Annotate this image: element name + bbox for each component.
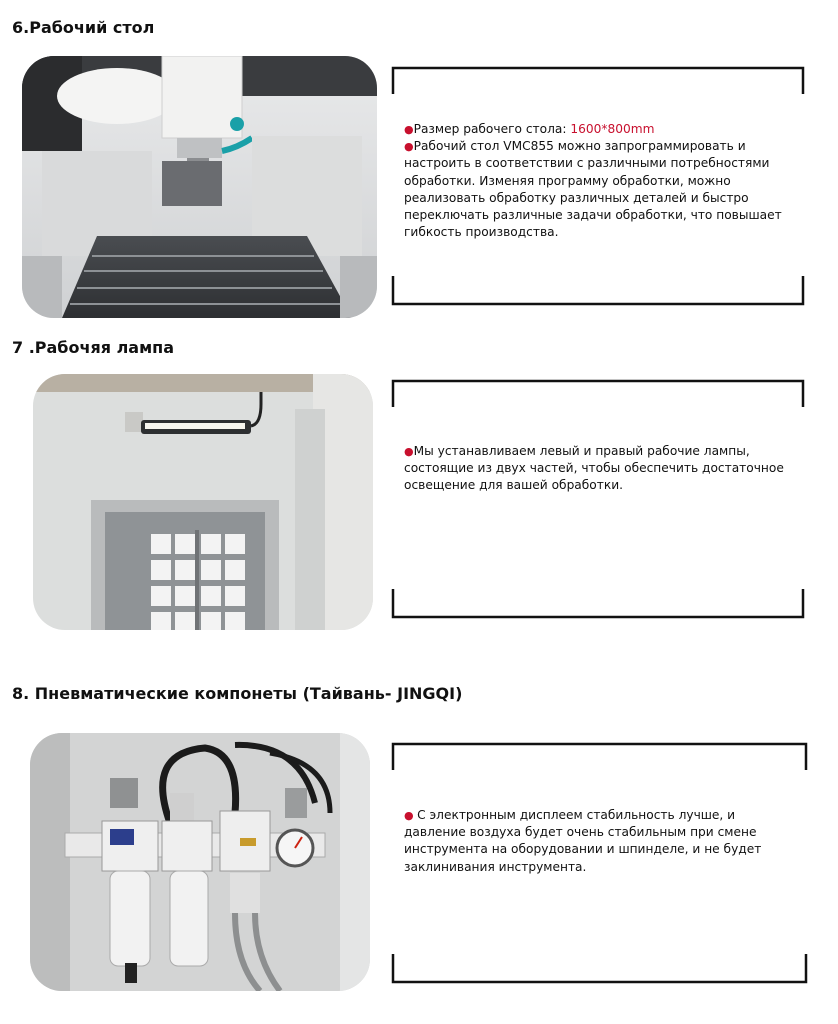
section-heading-worktable: 6.Рабочий стол: [12, 18, 155, 37]
pneumatic-info-frame: [390, 740, 808, 988]
work-lamp-photo: [33, 374, 373, 630]
pneumatic-description: [404, 807, 799, 876]
worktable-info-frame: [390, 64, 805, 310]
bullet-programmable: [404, 138, 799, 241]
bullet-table-size: [404, 121, 799, 138]
bullet-text: Мы устанавливаем левый и правый рабочие лампы, состоящие из двух частей, чтобы обеспечить достаточное освещение для вашей обработки.: [404, 444, 784, 493]
work-lamp-info-frame: [390, 377, 805, 623]
table-size-value: 1600*800mm: [570, 122, 655, 136]
bullet-lamps: [404, 443, 799, 495]
bullet-icon: ●: [404, 123, 414, 136]
frame-brackets: [390, 377, 805, 623]
bullet-icon: ●: [404, 140, 414, 154]
pneumatic-photo: [30, 733, 370, 991]
work-lamp-description: [404, 443, 799, 495]
bullet-text: Рабочий стол VMC855 можно запрограммировать и настроить в соответствии с различными потребностями обработки. Изменяя программу обработки, можно реализовать обработку различных деталей и быстро переключать различные задачи обработки, что повышает гибкость производства.: [404, 139, 782, 240]
section-heading-work-lamp: 7 .Рабочяя лампа: [12, 338, 175, 357]
bullet-text: С электронным дисплеем стабильность лучше, и давление воздуха будет очень стабильным при смене инструмента на оборудовании и шпинделе, и не будет заклинивания инструмента.: [404, 808, 762, 874]
worktable-description: [404, 121, 799, 241]
bullet-pneumatic: [404, 807, 799, 876]
bullet-label: Размер рабочего стола:: [413, 122, 571, 136]
worktable-photo: [22, 56, 377, 318]
bullet-icon: ●: [404, 445, 414, 458]
section-heading-pneumatic: 8. Пневматические компонеты (Тайвань- JINGQI): [12, 684, 463, 703]
bullet-icon: ●: [404, 809, 418, 822]
